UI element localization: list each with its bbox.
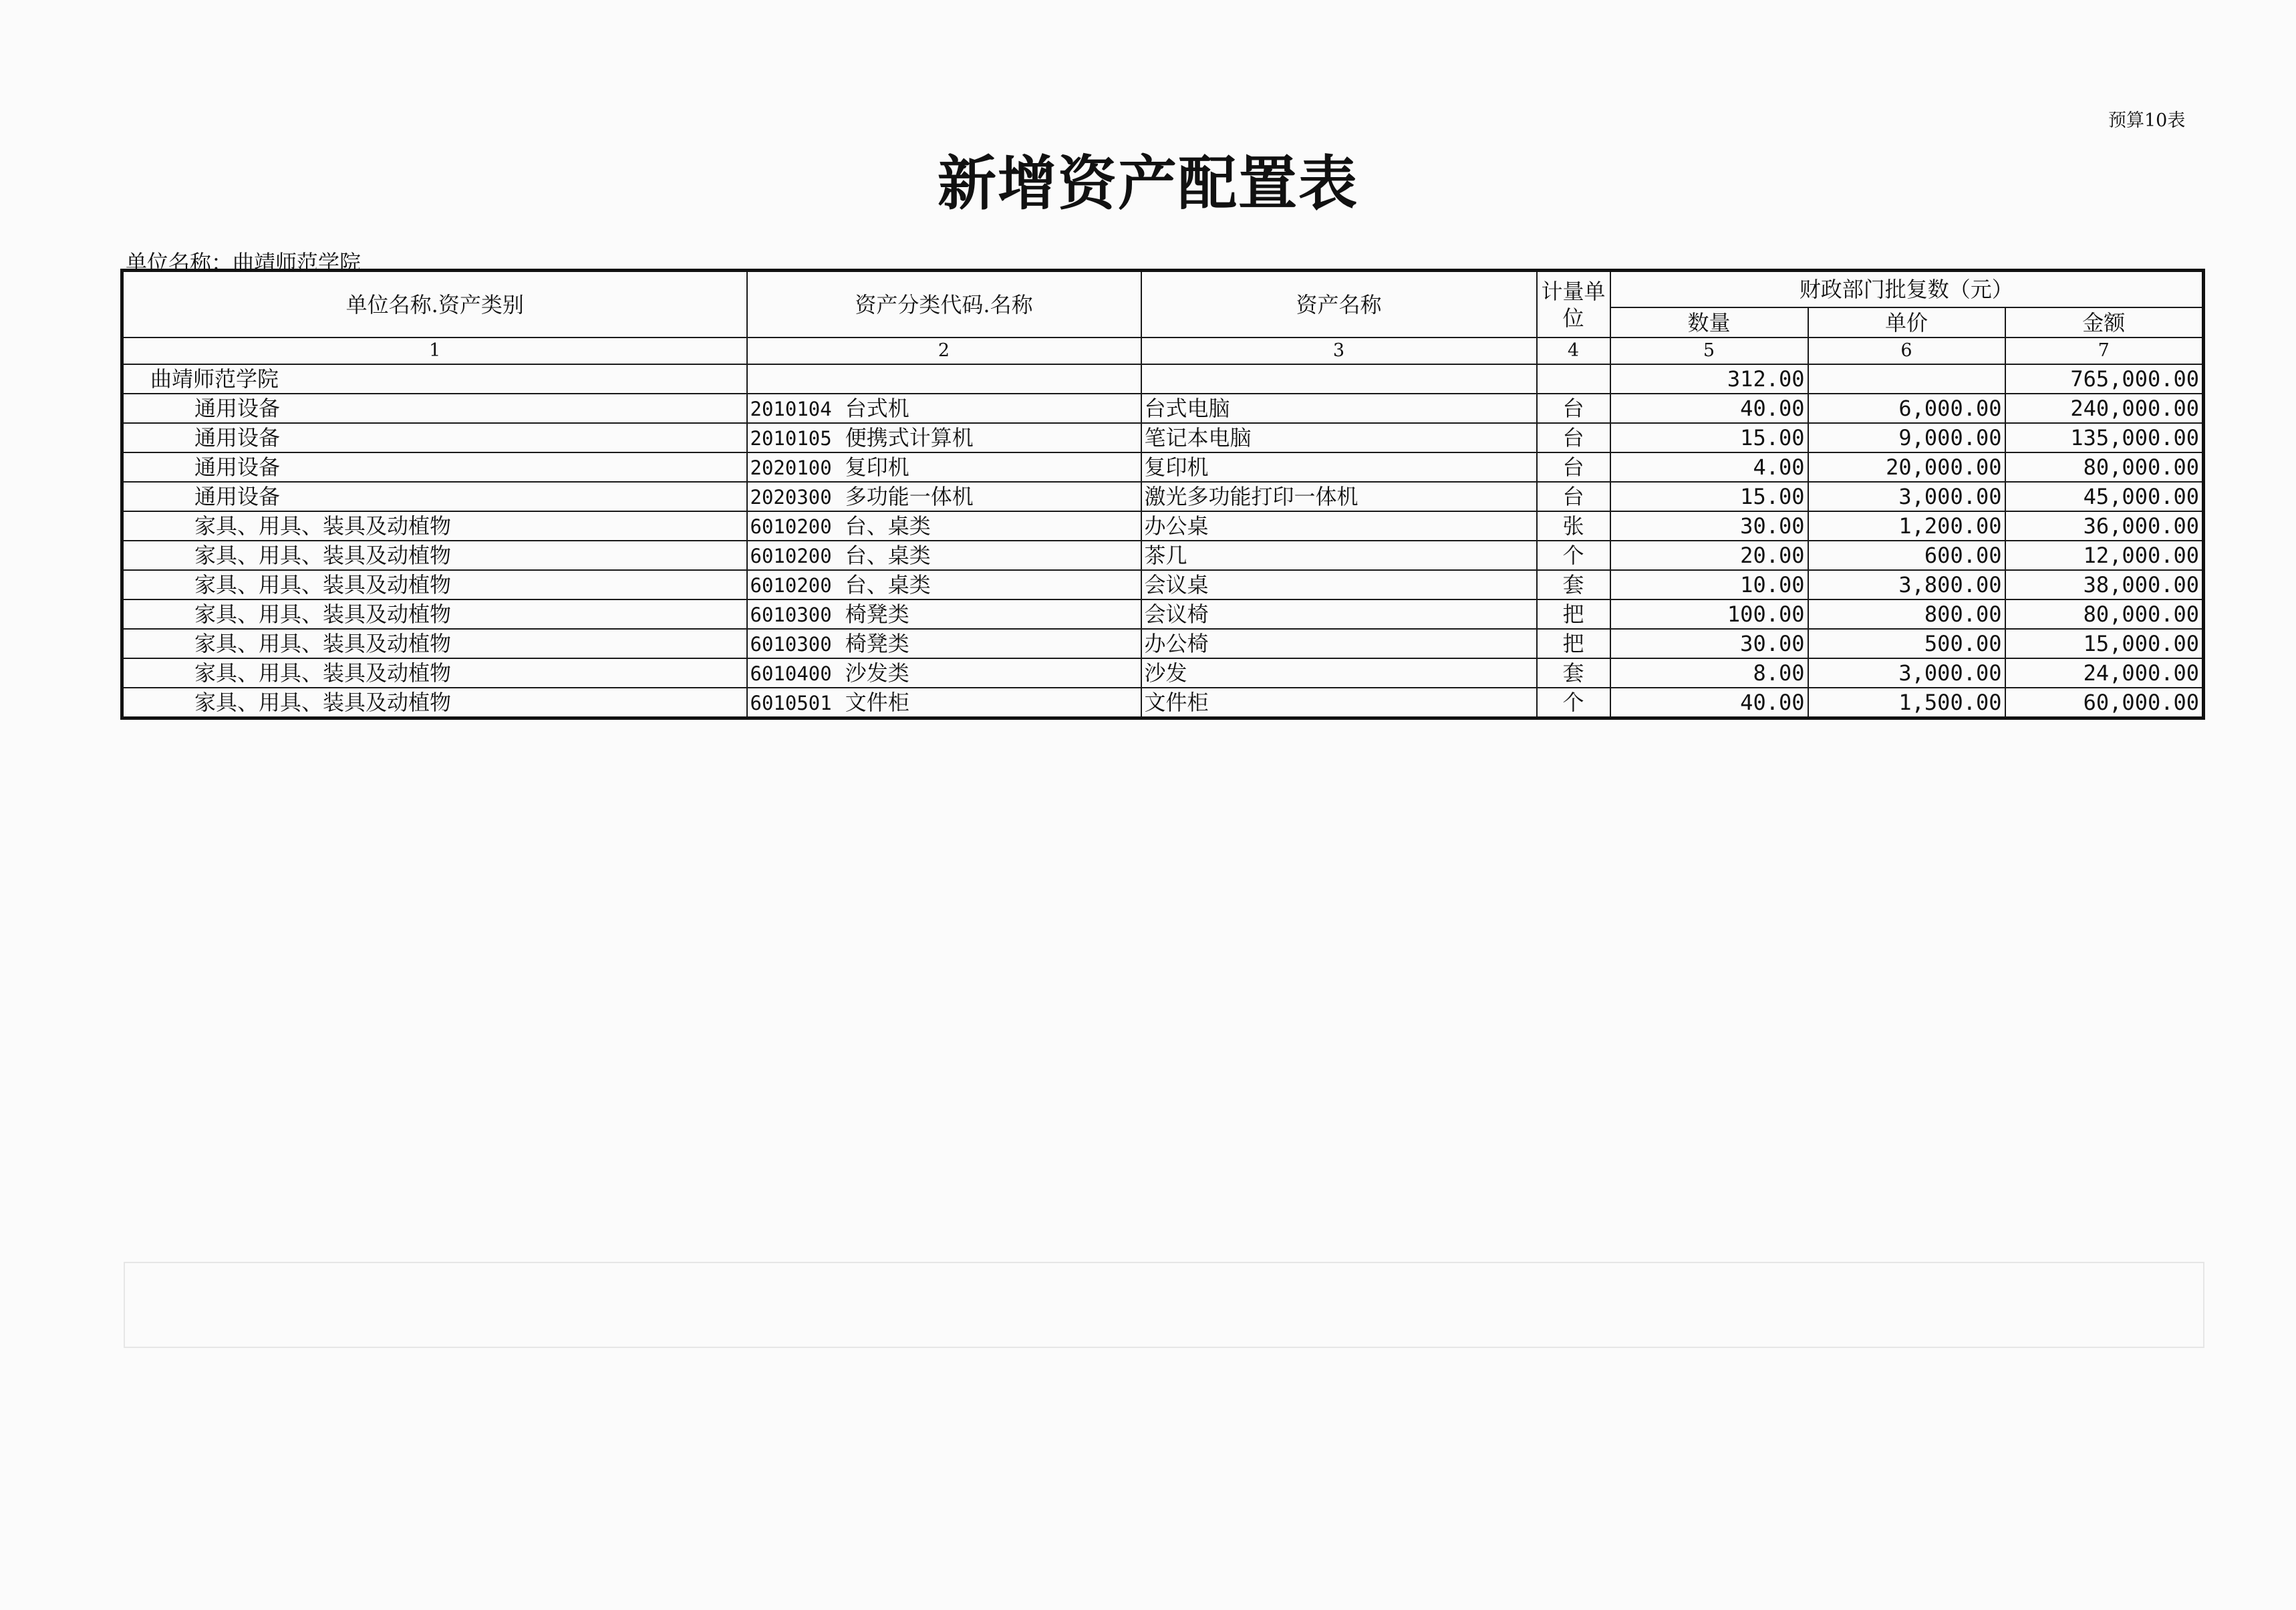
- row-code-name: 椅凳类: [845, 601, 909, 627]
- row-code-number: 6010300: [750, 632, 832, 656]
- row-asset-name: 台式电脑: [1141, 394, 1537, 423]
- row-category: 家具、用具、装具及动植物: [122, 599, 747, 629]
- row-quantity: 8.00: [1610, 658, 1808, 688]
- unit-name-label: 单位名称：曲靖师范学院: [126, 250, 362, 275]
- row-quantity: 40.00: [1610, 688, 1808, 718]
- bleed-through-table: [124, 1262, 2204, 1348]
- row-code-name: 沙发类: [845, 660, 909, 686]
- row-asset-name: 会议桌: [1141, 570, 1537, 599]
- row-measure-unit: 张: [1537, 511, 1610, 541]
- table-row: [122, 511, 2204, 541]
- row-code-name: 台式机: [845, 395, 909, 421]
- row-amount: 240,000.00: [2005, 394, 2204, 423]
- row-asset-name: 复印机: [1141, 452, 1537, 482]
- table-row: [122, 423, 2204, 452]
- table-row: [122, 452, 2204, 482]
- row-code-number: 6010200: [750, 544, 832, 567]
- row-unit-price: 800.00: [1808, 599, 2005, 629]
- row-category: 通用设备: [122, 452, 747, 482]
- row-unit-price: 1,500.00: [1808, 688, 2005, 718]
- row-class-code: [747, 482, 1141, 511]
- row-code-name: 复印机: [845, 454, 909, 480]
- row-code-name: 文件柜: [845, 689, 909, 715]
- row-measure-unit: 把: [1537, 629, 1610, 658]
- row-code-name: 台、桌类: [845, 571, 931, 597]
- row-code-number: 2020100: [750, 456, 832, 479]
- row-quantity: 15.00: [1610, 482, 1808, 511]
- row-code-name: 台、桌类: [845, 513, 931, 539]
- row-unit-price: 20,000.00: [1808, 452, 2005, 482]
- row-unit-price: 6,000.00: [1808, 394, 2005, 423]
- row-measure-unit: 套: [1537, 658, 1610, 688]
- index-cell: 1: [122, 338, 747, 364]
- index-cell: 4: [1537, 338, 1610, 364]
- index-cell: 7: [2005, 338, 2204, 364]
- row-category: 家具、用具、装具及动植物: [122, 570, 747, 599]
- row-amount: 12,000.00: [2005, 541, 2204, 570]
- row-quantity: 4.00: [1610, 452, 1808, 482]
- row-quantity: 20.00: [1610, 541, 1808, 570]
- row-amount: 24,000.00: [2005, 658, 2204, 688]
- row-asset-name: 文件柜: [1141, 688, 1537, 718]
- row-code-number: 2020300: [750, 485, 832, 509]
- row-unit-price: 600.00: [1808, 541, 2005, 570]
- row-class-code: [747, 658, 1141, 688]
- index-row: [122, 338, 2204, 364]
- row-measure-unit: 个: [1537, 541, 1610, 570]
- page-title: 新增资产配置表: [937, 148, 1358, 218]
- row-unit-price: 3,000.00: [1808, 482, 2005, 511]
- row-code-number: 6010300: [750, 603, 832, 626]
- row-measure-unit: 套: [1537, 570, 1610, 599]
- table-row: [122, 482, 2204, 511]
- row-amount: 80,000.00: [2005, 452, 2204, 482]
- table-row: [122, 541, 2204, 570]
- table-row: [122, 658, 2204, 688]
- header-unit-category: 单位名称.资产类别: [122, 271, 747, 338]
- row-category: 通用设备: [122, 482, 747, 511]
- row-asset-name: 茶几: [1141, 541, 1537, 570]
- row-quantity: 30.00: [1610, 511, 1808, 541]
- header-class-code: 资产分类代码.名称: [747, 271, 1141, 338]
- row-measure-unit: 把: [1537, 599, 1610, 629]
- row-category: 家具、用具、装具及动植物: [122, 541, 747, 570]
- row-quantity: 10.00: [1610, 570, 1808, 599]
- row-measure-unit: 台: [1537, 482, 1610, 511]
- row-measure-unit: 台: [1537, 394, 1610, 423]
- row-code-name: 椅凳类: [845, 630, 909, 656]
- row-category: 通用设备: [122, 394, 747, 423]
- row-asset-name: 办公桌: [1141, 511, 1537, 541]
- row-measure-unit: 台: [1537, 423, 1610, 452]
- row-unit-price: 3,000.00: [1808, 658, 2005, 688]
- row-unit-price: 500.00: [1808, 629, 2005, 658]
- row-amount: 80,000.00: [2005, 599, 2204, 629]
- row-asset-name: 笔记本电脑: [1141, 423, 1537, 452]
- row-amount: 38,000.00: [2005, 570, 2204, 599]
- row-class-code: [747, 541, 1141, 570]
- row-quantity: 100.00: [1610, 599, 1808, 629]
- row-class-code: [747, 394, 1141, 423]
- table-row: [122, 570, 2204, 599]
- table-row: [122, 599, 2204, 629]
- row-class-code: [747, 570, 1141, 599]
- summary-row: [122, 364, 2204, 394]
- summary-price: [1808, 364, 2005, 394]
- row-quantity: 15.00: [1610, 423, 1808, 452]
- index-cell: 5: [1610, 338, 1808, 364]
- header-unit-price: 单价: [1808, 307, 2005, 338]
- row-asset-name: 办公椅: [1141, 629, 1537, 658]
- index-cell: 6: [1808, 338, 2005, 364]
- form-code: 预算10表: [2108, 110, 2186, 131]
- header-quantity: 数量: [1610, 307, 1808, 338]
- header-row-1: [122, 271, 2204, 308]
- index-cell: 2: [747, 338, 1141, 364]
- row-category: 家具、用具、装具及动植物: [122, 629, 747, 658]
- row-code-number: 6010200: [750, 515, 832, 538]
- row-code-number: 6010200: [750, 573, 832, 597]
- row-category: 通用设备: [122, 423, 747, 452]
- row-asset-name: 激光多功能打印一体机: [1141, 482, 1537, 511]
- row-class-code: [747, 599, 1141, 629]
- row-class-code: [747, 452, 1141, 482]
- summary-amount: 765,000.00: [2005, 364, 2204, 394]
- row-measure-unit: 个: [1537, 688, 1610, 718]
- row-class-code: [747, 629, 1141, 658]
- row-class-code: [747, 511, 1141, 541]
- row-amount: 135,000.00: [2005, 423, 2204, 452]
- row-class-code: [747, 688, 1141, 718]
- row-code-number: 6010400: [750, 662, 832, 685]
- row-category: 家具、用具、装具及动植物: [122, 688, 747, 718]
- index-cell: 3: [1141, 338, 1537, 364]
- row-code-name: 台、桌类: [845, 542, 931, 568]
- row-measure-unit: 台: [1537, 452, 1610, 482]
- row-class-code: [747, 423, 1141, 452]
- summary-unit-name: 曲靖师范学院: [122, 364, 747, 394]
- row-code-number: 2010104: [750, 397, 832, 420]
- header-amount: 金额: [2005, 307, 2204, 338]
- row-amount: 45,000.00: [2005, 482, 2204, 511]
- row-amount: 60,000.00: [2005, 688, 2204, 718]
- row-code-number: 6010501: [750, 691, 832, 714]
- row-category: 家具、用具、装具及动植物: [122, 511, 747, 541]
- summary-quantity: 312.00: [1610, 364, 1808, 394]
- row-amount: 36,000.00: [2005, 511, 2204, 541]
- header-asset-name: 资产名称: [1141, 271, 1537, 338]
- table-row: [122, 629, 2204, 658]
- row-asset-name: 沙发: [1141, 658, 1537, 688]
- summary-unit: [1537, 364, 1610, 394]
- row-amount: 15,000.00: [2005, 629, 2204, 658]
- row-code-name: 便携式计算机: [845, 424, 974, 450]
- row-unit-price: 9,000.00: [1808, 423, 2005, 452]
- table-row: [122, 394, 2204, 423]
- row-quantity: 40.00: [1610, 394, 1808, 423]
- table-row: [122, 688, 2204, 718]
- header-finance-group: 财政部门批复数（元）: [1610, 271, 2204, 308]
- row-unit-price: 1,200.00: [1808, 511, 2005, 541]
- row-category: 家具、用具、装具及动植物: [122, 658, 747, 688]
- row-asset-name: 会议椅: [1141, 599, 1537, 629]
- row-quantity: 30.00: [1610, 629, 1808, 658]
- header-measure-unit: 计量单位: [1537, 271, 1610, 338]
- summary-asset: [1141, 364, 1537, 394]
- row-code-name: 多功能一体机: [845, 483, 974, 509]
- row-unit-price: 3,800.00: [1808, 570, 2005, 599]
- asset-allocation-table: [120, 269, 2205, 720]
- row-code-number: 2010105: [750, 426, 832, 450]
- summary-code: [747, 364, 1141, 394]
